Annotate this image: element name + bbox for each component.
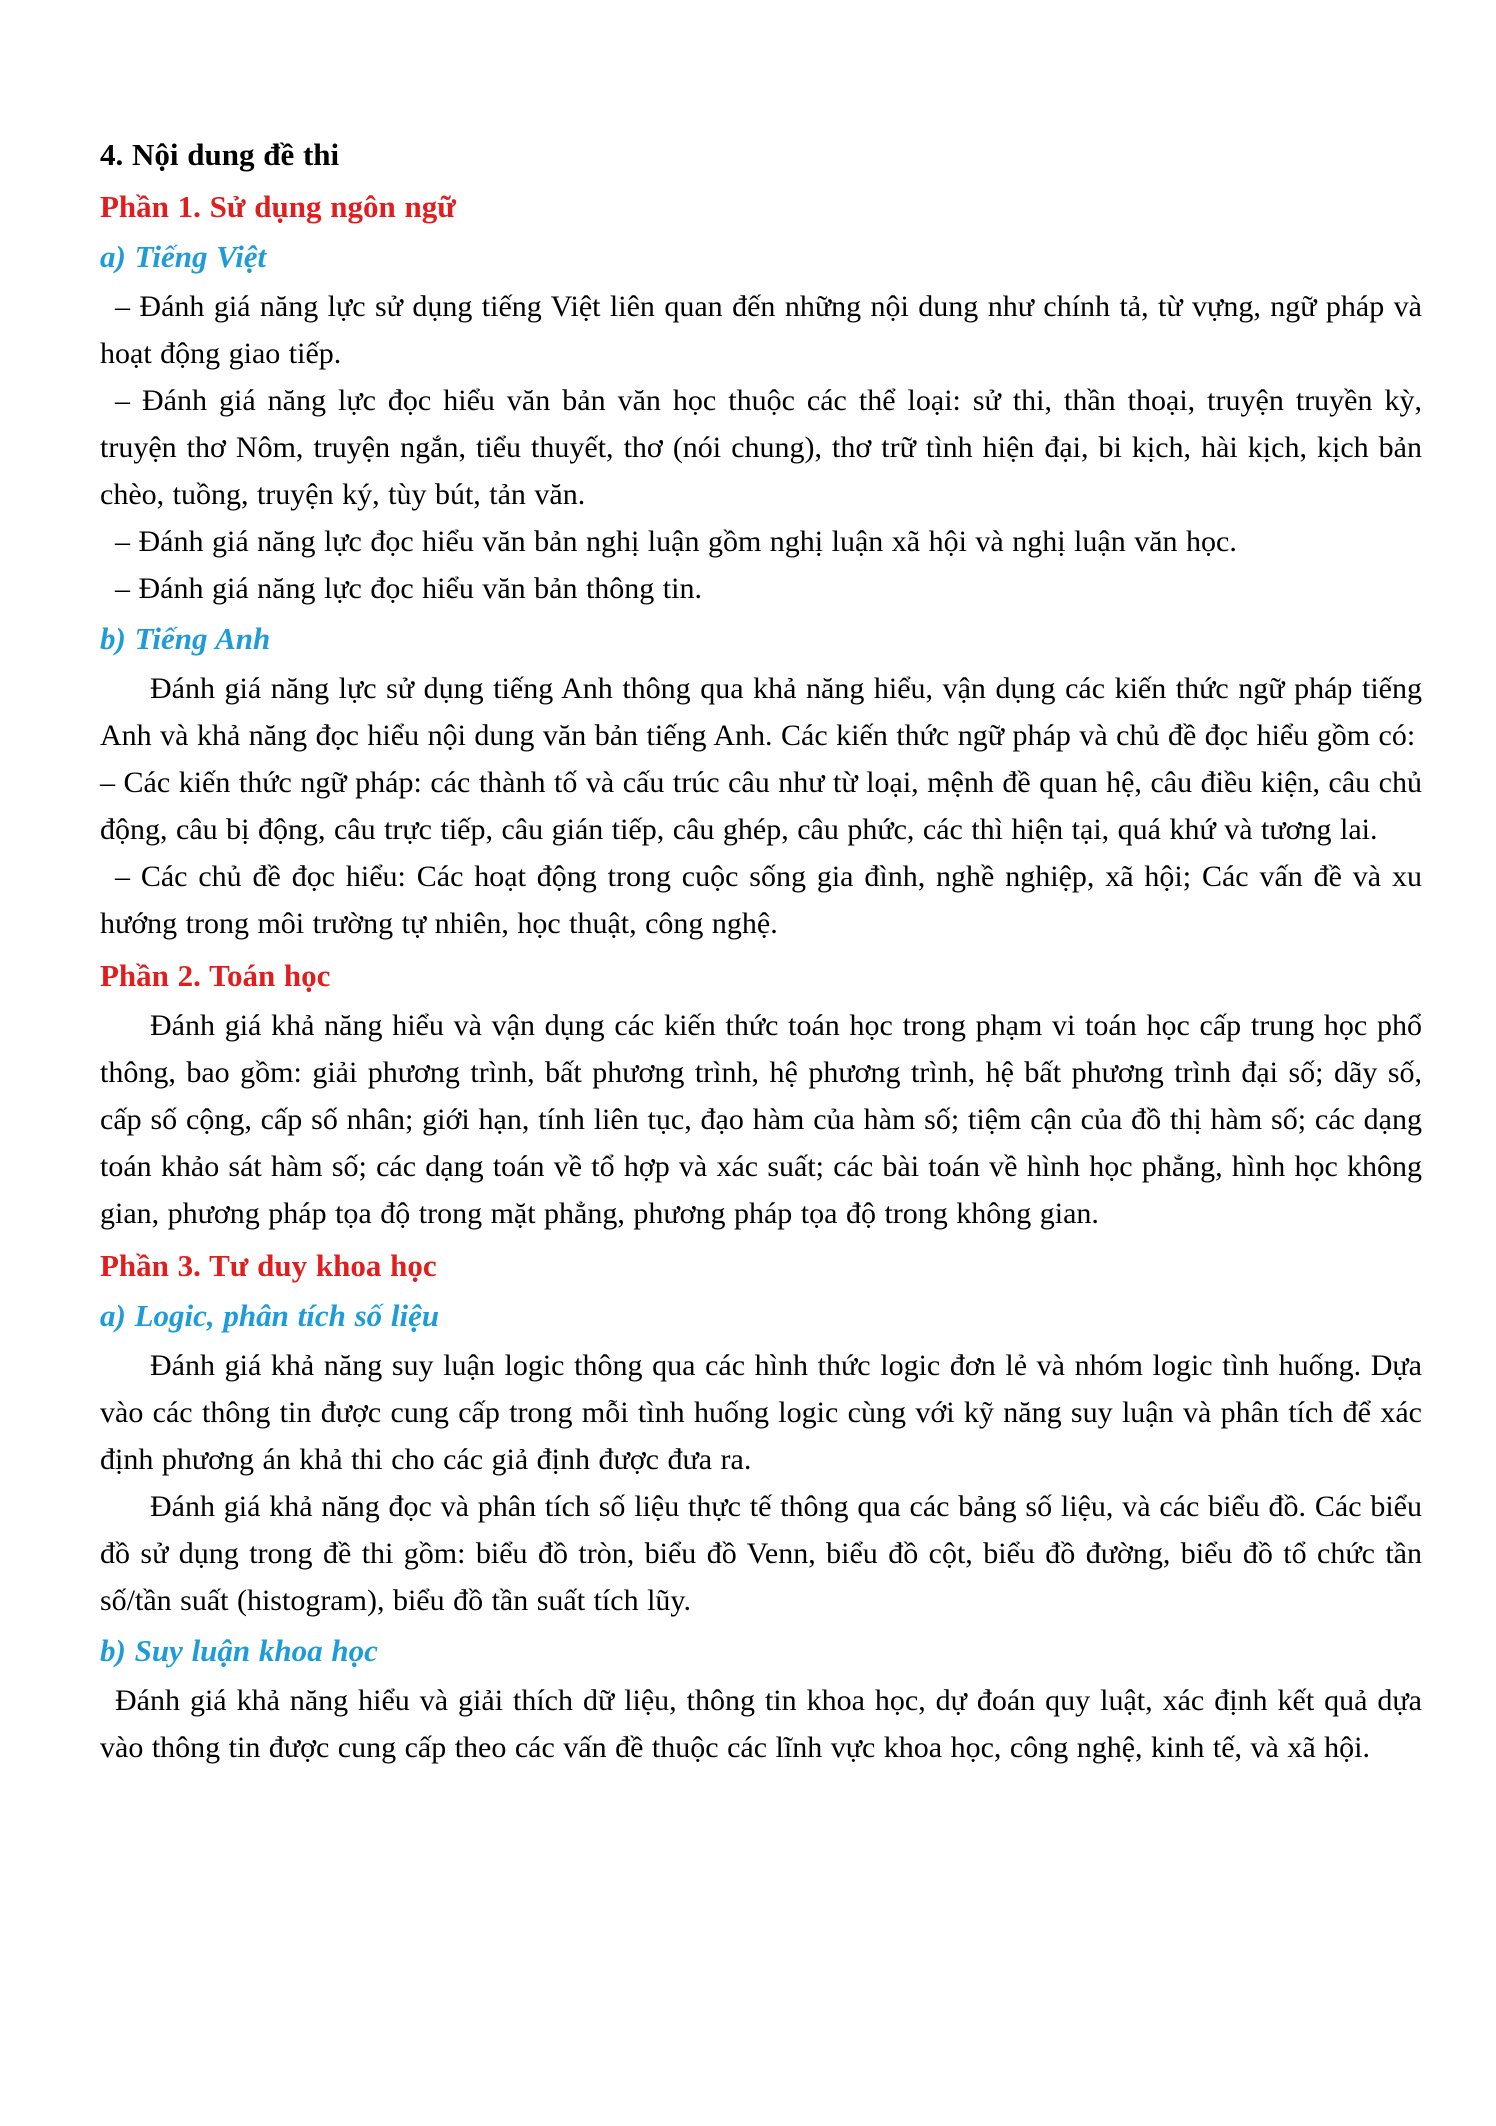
- paragraph-tieng-anh-topics: – Các chủ đề đọc hiểu: Các hoạt động trong cuộc sống gia đình, nghề nghiệp, xã hội; Các vấn đề và xu hướng trong môi trường tự nhiên, học thuật, công nghệ.: [100, 860, 1422, 940]
- paragraph-tieng-viet-4: – Đánh giá năng lực đọc hiểu văn bản thông tin.: [115, 572, 702, 605]
- paragraph-so-lieu: Đánh giá khả năng đọc và phân tích số liệu thực tế thông qua các bảng số liệu, và các biểu đồ. Các biểu đồ sử dụng trong đề thi gồm: biểu đồ tròn, biểu đồ Venn, biểu đồ cột, biểu đồ đường, biểu đồ tổ chức tần số/tần suất (histogram), biểu đồ tần suất tích lũy.: [100, 1490, 1422, 1617]
- document-content: [100, 131, 1422, 1771]
- subheading-b-tieng-anh: b) Tiếng Anh: [100, 621, 271, 656]
- paragraph-logic: Đánh giá khả năng suy luận logic thông qua các hình thức logic đơn lẻ và nhóm logic tình huống. Dựa vào các thông tin được cung cấp trong mỗi tình huống logic cùng với kỹ năng suy luận và phân tích để xác định phương án khả thi cho các giả định được đưa ra.: [100, 1349, 1422, 1476]
- subheading-a-logic-so-lieu: a) Logic, phân tích số liệu: [100, 1298, 440, 1333]
- paragraph-suy-luan-khoa-hoc: Đánh giá khả năng hiểu và giải thích dữ liệu, thông tin khoa học, dự đoán quy luật, xác định kết quả dựa vào thông tin được cung cấp theo các vấn đề thuộc các lĩnh vực khoa học, công nghệ, kinh tế, và xã hội.: [100, 1684, 1422, 1764]
- paragraph-tieng-anh-grammar: – Các kiến thức ngữ pháp: các thành tố và cấu trúc câu như từ loại, mệnh đề quan hệ, câu điều kiện, câu chủ động, câu bị động, câu trực tiếp, câu gián tiếp, câu ghép, câu phức, các thì hiện tại, quá khứ và tương lai.: [100, 766, 1422, 846]
- part-1-heading: Phần 1. Sử dụng ngôn ngữ: [100, 189, 456, 224]
- part-3-heading: Phần 3. Tư duy khoa học: [100, 1248, 437, 1283]
- paragraph-tieng-anh-intro: Đánh giá năng lực sử dụng tiếng Anh thông qua khả năng hiểu, vận dụng các kiến thức ngữ pháp tiếng Anh và khả năng đọc hiểu nội dung văn bản tiếng Anh. Các kiến thức ngữ pháp và chủ đề đọc hiểu gồm có:: [100, 672, 1422, 752]
- paragraph-toan-hoc: Đánh giá khả năng hiểu và vận dụng các kiến thức toán học trong phạm vi toán học cấp trung học phổ thông, bao gồm: giải phương trình, bất phương trình, hệ phương trình, hệ bất phương trình đại số; dãy số, cấp số cộng, cấp số nhân; giới hạn, tính liên tục, đạo hàm của hàm số; tiệm cận của đồ thị hàm số; các dạng toán khảo sát hàm số; các dạng toán về tổ hợp và xác suất; các bài toán về hình học phẳng, hình học không gian, phương pháp tọa độ trong mặt phẳng, phương pháp tọa độ trong không gian.: [100, 1009, 1422, 1230]
- part-2-heading: Phần 2. Toán học: [100, 958, 331, 993]
- subheading-b-suy-luan-khoa-hoc: b) Suy luận khoa học: [100, 1633, 378, 1668]
- section-title: 4. Nội dung đề thi: [100, 137, 340, 172]
- subheading-a-tieng-viet: a) Tiếng Việt: [100, 239, 267, 274]
- paragraph-tieng-viet-3: – Đánh giá năng lực đọc hiểu văn bản nghị luận gồm nghị luận xã hội và nghị luận văn học.: [115, 525, 1237, 558]
- paragraph-tieng-viet-2: – Đánh giá năng lực đọc hiểu văn bản văn học thuộc các thể loại: sử thi, thần thoại, truyện truyền kỳ, truyện thơ Nôm, truyện ngắn, tiểu thuyết, thơ (nói chung), thơ trữ tình hiện đại, bi kịch, hài kịch, kịch bản chèo, tuồng, truyện ký, tùy bút, tản văn.: [100, 384, 1422, 511]
- paragraph-tieng-viet-1: – Đánh giá năng lực sử dụng tiếng Việt liên quan đến những nội dung như chính tả, từ vựng, ngữ pháp và hoạt động giao tiếp.: [100, 290, 1422, 370]
